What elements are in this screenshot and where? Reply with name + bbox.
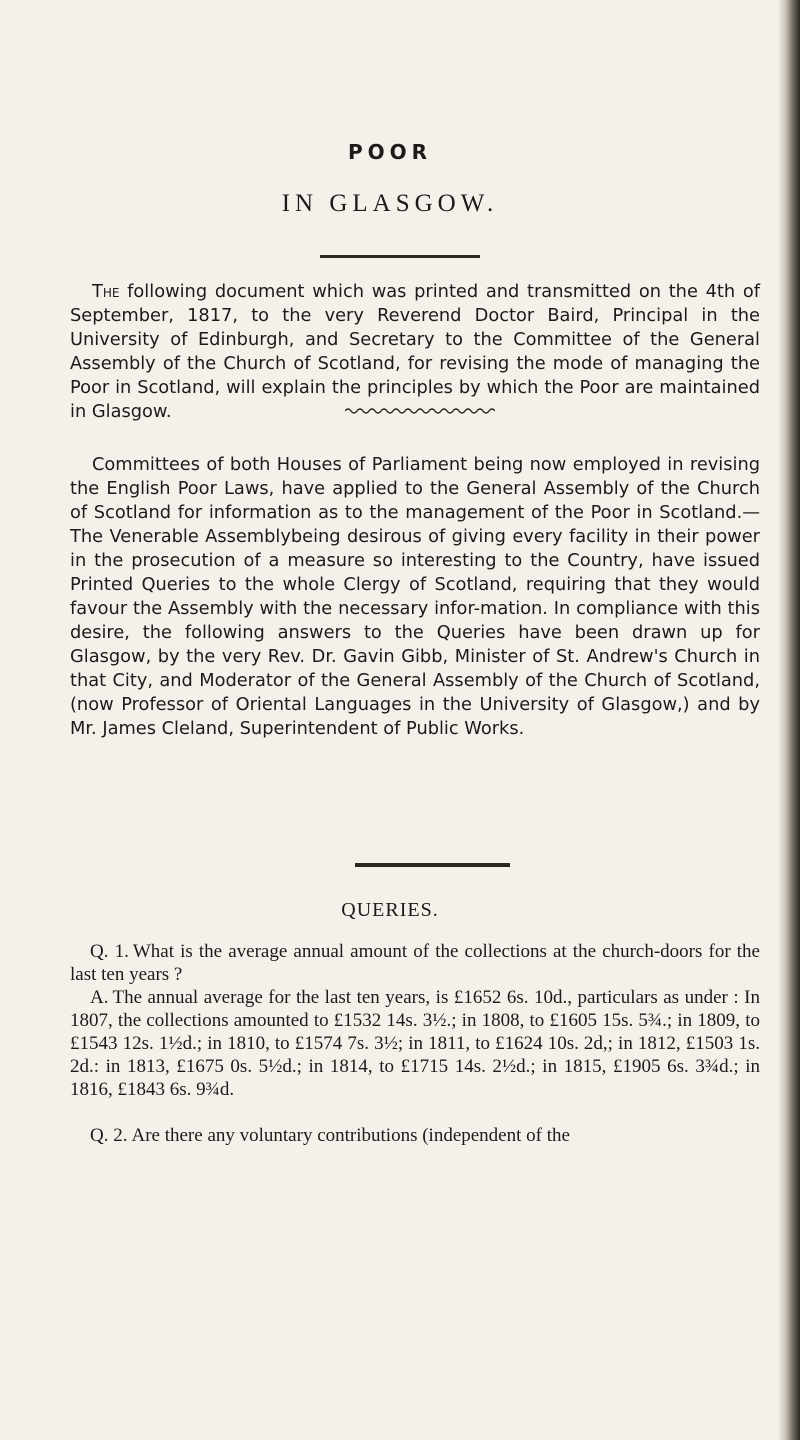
intro-text: following document which was printed and transmitted on the 4th of September, 1817, to the very Reverend Doctor Baird, Principal in the University of Edinburgh, and Secretary to the Committee of the General Assembly of the Church of Scotland, for revising the mode of managing the Poor in Scotland, will explain the principles by which the Poor are maintained in Glasgow.: [70, 281, 760, 422]
query-2: [70, 1124, 760, 1147]
answer-1: [70, 986, 760, 1101]
answer-1-text: The annual average for the last ten years, is £1652 6s. 10d., particulars as under : In 1807, the collections amounted to £1532 14s. 3½.; in 1808, to £1605 15s. 5¾.; in 1809, to £1543 12s. 1½d.; in 1810, to £1574 7s. 3½; in 1811, to £1624 10s. 2d,; in 1812, £1503 1s. 2d.: in 1813, £1675 0s. 5½d.; in 1814, to £1715 14s. 2½d.; in 1815, £1905 6s. 3¾d.; in 1816, £1843 6s. 9¾d.: [70, 987, 760, 1100]
queries-rule: [355, 863, 510, 867]
intro-lead-word: The: [92, 281, 120, 302]
answer-1-label: A.: [90, 987, 109, 1008]
title-rule: [320, 255, 480, 258]
query-2-text: Are there any voluntary contributions (independent of the: [131, 1125, 570, 1146]
query-1-label: Q. 1.: [90, 941, 129, 962]
intro-paragraph: [70, 280, 760, 424]
page-edge-shadow: [778, 0, 800, 1440]
ornamental-divider: [345, 406, 495, 416]
heading-in-glasgow: IN GLASGOW.: [281, 190, 499, 217]
heading-poor: POOR: [347, 140, 433, 164]
query-1-text: What is the average annual amount of the collections at the church-doors for the last ten years ?: [70, 941, 760, 985]
query-2-label: Q. 2.: [90, 1125, 128, 1146]
queries-heading: QUERIES.: [341, 899, 439, 921]
committees-paragraph: Committees of both Houses of Parliament being now employed in revising the English Poor Laws, have applied to the General Assembly of the Church of Scotland for information as to the management of the Poor in Scotland.—The Venerable Assemblybeing desirous of giving every facility in their power in the prosecution of a measure so interesting to the Country, have issued Printed Queries to the whole Clergy of Scotland, requiring that they would favour the Assembly with the necessary infor-mation. In compliance with this desire, the following answers to the Queries have been drawn up for Glasgow, by the very Rev. Dr. Gavin Gibb, Minister of St. Andrew's Church in that City, and Moderator of the General Assembly of the Church of Scotland, (now Professor of Oriental Languages in the University of Glasgow,) and by Mr. James Cleland, Superintendent of Public Works.: [70, 454, 760, 739]
query-1: [70, 940, 760, 986]
